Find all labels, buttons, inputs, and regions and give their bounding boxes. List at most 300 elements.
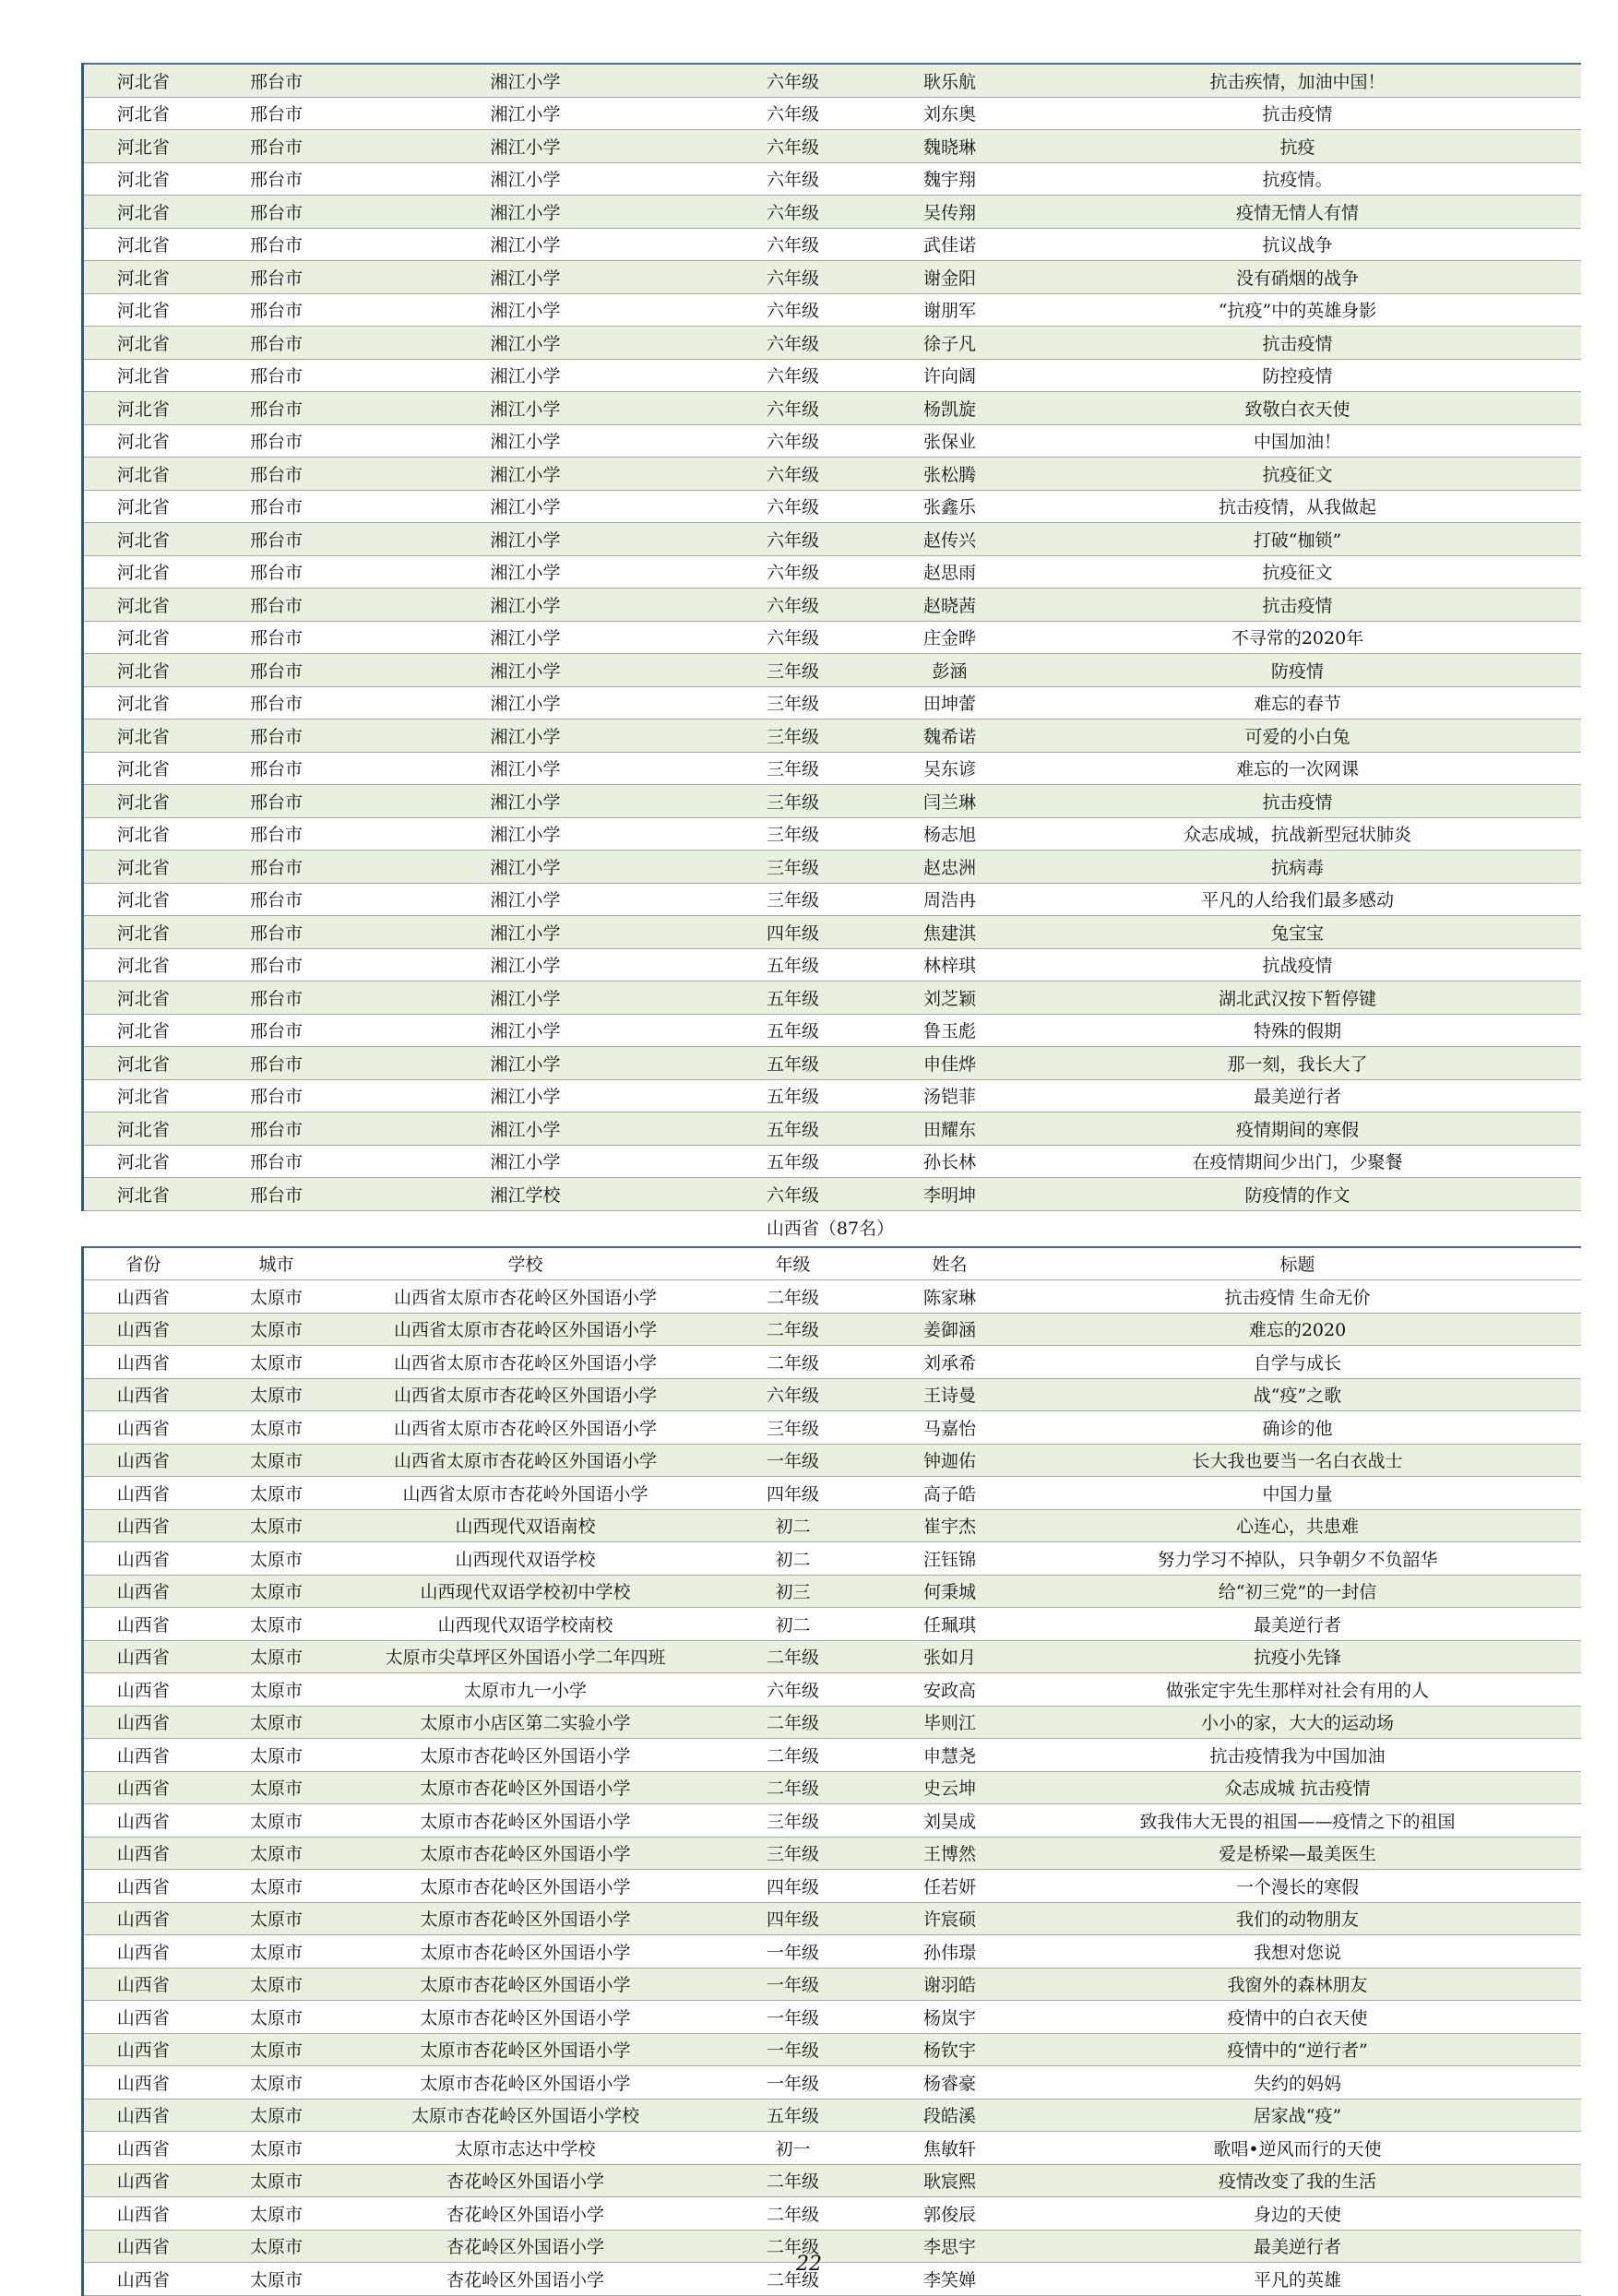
essay-title-cell: 平凡的英雄 (1253, 2269, 1341, 2290)
essay-title-cell: 防疫情 (1270, 660, 1324, 682)
grade-cell: 一年级 (766, 1451, 819, 1472)
essay-title-cell: 我想对您说 (1253, 1942, 1341, 1963)
province-cell: 山西省 (83, 1804, 203, 1838)
city-cell: 邢台市 (249, 366, 303, 387)
school-cell: 太原市杏花岭区外国语小学 (420, 1811, 631, 1832)
table-row (83, 130, 1581, 163)
table-row (83, 2001, 1581, 2034)
table-row (83, 1837, 1581, 1870)
province-cell: 山西省 (83, 2066, 203, 2100)
province-cell: 河北省 (83, 228, 203, 261)
table-row (83, 1739, 1581, 1772)
student-name-cell: 汤铠菲 (922, 1087, 976, 1108)
table-row (83, 1804, 1581, 1838)
header-title: 标题 (1279, 1255, 1315, 1276)
school-cell: 湘江小学 (490, 497, 561, 518)
student-name-cell: 任若妍 (922, 1876, 976, 1897)
table-row (83, 851, 1581, 884)
essay-title-cell: 抗疫 (1279, 137, 1315, 158)
school-cell: 山西现代双语学校南校 (437, 1614, 613, 1636)
province-cell: 河北省 (83, 686, 203, 720)
essay-title-cell: 歌唱•逆风而行的天使 (1213, 2138, 1382, 2159)
city-cell: 太原市 (249, 1451, 303, 1472)
student-name-cell: 赵忠洲 (922, 857, 976, 878)
grade-cell: 四年级 (766, 1909, 819, 1931)
student-name-cell: 王博然 (922, 1844, 976, 1865)
essay-title-cell: 打破“枷锁” (1253, 529, 1342, 551)
table-row (83, 2099, 1581, 2132)
grade-cell: 六年级 (766, 1680, 819, 1701)
grade-cell: 初二 (775, 1517, 811, 1538)
essay-title-cell: 做张定宇先生那样对社会有用的人 (1165, 1680, 1429, 1701)
city-cell: 邢台市 (249, 170, 303, 191)
student-name-cell: 田坤蕾 (922, 694, 976, 715)
table-row (83, 686, 1581, 720)
table-row (83, 293, 1581, 327)
school-cell: 杏花岭区外国语小学 (446, 2171, 604, 2193)
essay-title-cell: 心连心，共患难 (1235, 1517, 1359, 1538)
school-cell: 太原市九一小学 (463, 1680, 587, 1701)
student-name-cell: 申慧尧 (922, 1745, 976, 1767)
grade-cell: 五年级 (766, 1087, 819, 1108)
province-cell: 河北省 (83, 261, 203, 294)
school-cell: 湘江小学 (490, 956, 561, 977)
grade-cell: 三年级 (766, 857, 819, 878)
table-row (83, 64, 1581, 97)
table-row (83, 981, 1581, 1015)
province-cell: 河北省 (83, 589, 203, 622)
school-cell: 山西现代双语学校 (455, 1549, 596, 1570)
city-cell: 邢台市 (249, 694, 303, 715)
city-cell: 邢台市 (249, 1087, 303, 1108)
table-row (83, 458, 1581, 491)
city-cell: 太原市 (249, 1483, 303, 1505)
city-cell: 邢台市 (249, 137, 303, 158)
table-row (83, 1378, 1581, 1411)
table-row (83, 97, 1581, 130)
city-cell: 邢台市 (249, 857, 303, 878)
province-cell: 山西省 (83, 2263, 203, 2296)
grade-cell: 五年级 (766, 1021, 819, 1042)
province-cell: 河北省 (83, 523, 203, 556)
hebei-table-body (83, 64, 1581, 1210)
school-cell: 湘江小学 (490, 235, 561, 256)
school-cell: 太原市杏花岭区外国语小学校 (410, 2106, 639, 2127)
essay-title-cell: 兔宝宝 (1270, 922, 1324, 944)
province-cell: 山西省 (83, 1346, 203, 1379)
province-cell: 河北省 (83, 359, 203, 392)
essay-title-cell: 那一刻，我长大了 (1227, 1053, 1368, 1075)
student-name-cell: 焦建淇 (922, 922, 976, 944)
city-cell: 太原市 (249, 2007, 303, 2028)
city-cell: 邢台市 (249, 628, 303, 649)
grade-cell: 初二 (775, 1614, 811, 1636)
section-title-shanxi: 山西省（87名） (766, 1218, 895, 1239)
essay-title-cell: 疫情期间的寒假 (1235, 1119, 1359, 1140)
school-cell: 杏花岭区外国语小学 (446, 2269, 604, 2290)
city-cell: 太原市 (249, 1614, 303, 1636)
grade-cell: 五年级 (766, 1152, 819, 1173)
province-cell: 河北省 (83, 555, 203, 589)
student-name-cell: 刘芝颖 (922, 988, 976, 1009)
city-cell: 太原市 (249, 1680, 303, 1701)
city-cell: 邢台市 (249, 988, 303, 1009)
essay-title-cell: 众志成城 抗击疫情 (1224, 1779, 1371, 1800)
table-row (83, 555, 1581, 589)
grade-cell: 三年级 (766, 660, 819, 682)
school-cell: 太原市杏花岭区外国语小学 (420, 1942, 631, 1963)
student-name-cell: 谢朋军 (922, 301, 976, 322)
city-cell: 太原市 (249, 1352, 303, 1374)
school-cell: 湘江小学 (490, 104, 561, 125)
essay-title-cell: 在疫情期间少出门，少聚餐 (1192, 1152, 1403, 1173)
grade-cell: 四年级 (766, 1876, 819, 1897)
student-name-cell: 崔宇杰 (922, 1517, 976, 1538)
grade-cell: 二年级 (766, 1648, 819, 1669)
grade-cell: 二年级 (766, 1320, 819, 1341)
grade-cell: 六年级 (766, 595, 819, 616)
city-cell: 邢台市 (249, 71, 303, 92)
essay-title-cell: 爱是桥梁—最美医生 (1218, 1844, 1376, 1865)
shanxi-table (81, 1246, 1581, 2296)
school-cell: 湘江小学 (490, 825, 561, 846)
grade-cell: 六年级 (766, 333, 819, 354)
province-cell: 山西省 (83, 1542, 203, 1576)
table-row (83, 2197, 1581, 2231)
province-cell: 山西省 (83, 1640, 203, 1673)
table-row (83, 752, 1581, 785)
table-row (83, 1902, 1581, 1935)
table-row (83, 196, 1581, 229)
school-cell: 太原市杏花岭区外国语小学 (420, 1909, 631, 1931)
essay-title-cell: 自学与成长 (1253, 1352, 1341, 1374)
student-name-cell: 谢金阳 (922, 268, 976, 289)
school-cell: 山西省太原市杏花岭区外国语小学 (393, 1352, 657, 1374)
grade-cell: 六年级 (766, 529, 819, 551)
essay-title-cell: 抗击疫情 (1262, 333, 1333, 354)
header-city: 城市 (258, 1255, 294, 1276)
table-row (83, 1640, 1581, 1673)
student-name-cell: 杨岚宇 (922, 2007, 976, 2028)
grade-cell: 六年级 (766, 366, 819, 387)
city-cell: 邢台市 (249, 726, 303, 747)
grade-cell: 一年级 (766, 2073, 819, 2094)
table-row (83, 1935, 1581, 1969)
school-cell: 湘江小学 (490, 137, 561, 158)
student-name-cell: 武佳诺 (922, 235, 976, 256)
student-name-cell: 林梓琪 (922, 956, 976, 977)
school-cell: 山西现代双语南校 (455, 1517, 596, 1538)
province-cell: 山西省 (83, 1608, 203, 1641)
grade-cell: 三年级 (766, 825, 819, 846)
student-name-cell: 杨凯旋 (922, 399, 976, 420)
essay-title-cell: 最美逆行者 (1253, 1087, 1341, 1108)
essay-title-cell: 我们的动物朋友 (1235, 1909, 1359, 1931)
city-cell: 邢台市 (249, 202, 303, 223)
grade-cell: 初二 (775, 1549, 811, 1570)
essay-title-cell: 抗击疫情，从我做起 (1218, 497, 1376, 518)
grade-cell: 二年级 (766, 1745, 819, 1767)
school-cell: 湘江小学 (490, 791, 561, 813)
table-row (83, 1608, 1581, 1641)
grade-cell: 四年级 (766, 1483, 819, 1505)
school-cell: 太原市小店区第二实验小学 (420, 1713, 631, 1734)
student-name-cell: 焦敏轩 (922, 2138, 976, 2159)
city-cell: 邢台市 (249, 497, 303, 518)
province-cell: 山西省 (83, 1575, 203, 1608)
school-cell: 湘江小学 (490, 694, 561, 715)
province-cell: 河北省 (83, 720, 203, 753)
city-cell: 邢台市 (249, 333, 303, 354)
student-name-cell: 马嘉怡 (922, 1418, 976, 1439)
essay-title-cell: 给“初三党”的一封信 (1218, 1582, 1377, 1603)
city-cell: 太原市 (249, 1582, 303, 1603)
student-name-cell: 彭涵 (932, 660, 968, 682)
grade-cell: 三年级 (766, 791, 819, 813)
school-cell: 湘江小学 (490, 1119, 561, 1140)
school-cell: 湘江小学 (490, 726, 561, 747)
table-row (83, 1079, 1581, 1112)
city-cell: 邢台市 (249, 464, 303, 485)
grade-cell: 六年级 (766, 235, 819, 256)
essay-title-cell: 身边的天使 (1253, 2204, 1341, 2225)
essay-title-cell: 最美逆行者 (1253, 2237, 1341, 2258)
student-name-cell: 何秉城 (922, 1582, 976, 1603)
province-cell: 山西省 (83, 1509, 203, 1542)
province-cell: 河北省 (83, 883, 203, 916)
table-row (83, 1870, 1581, 1903)
table-row (83, 2132, 1581, 2165)
city-cell: 太原市 (249, 1975, 303, 1996)
table-row (83, 1112, 1581, 1146)
header-grade: 年级 (775, 1255, 811, 1276)
province-cell: 河北省 (83, 1112, 203, 1146)
grade-cell: 五年级 (766, 988, 819, 1009)
city-cell: 邢台市 (249, 1021, 303, 1042)
school-cell: 太原市杏花岭区外国语小学 (420, 1779, 631, 1800)
school-cell: 山西省太原市杏花岭区外国语小学 (393, 1287, 657, 1308)
table-row (83, 1509, 1581, 1542)
city-cell: 太原市 (249, 1811, 303, 1832)
student-name-cell: 李明坤 (922, 1184, 976, 1206)
student-name-cell: 王诗曼 (922, 1386, 976, 1407)
essay-title-cell: 可爱的小白兔 (1244, 726, 1350, 747)
school-cell: 太原市杏花岭区外国语小学 (420, 1876, 631, 1897)
grade-cell: 五年级 (766, 1119, 819, 1140)
school-cell: 太原市杏花岭区外国语小学 (420, 1975, 631, 1996)
essay-title-cell: 疫情改变了我的生活 (1218, 2171, 1376, 2193)
student-name-cell: 闫兰琳 (922, 791, 976, 813)
student-name-cell: 高子皓 (922, 1483, 976, 1505)
province-cell: 山西省 (83, 1280, 203, 1314)
essay-title-cell: 长大我也要当一名白衣战士 (1192, 1451, 1403, 1472)
table-row (83, 392, 1581, 425)
city-cell: 太原市 (249, 1942, 303, 1963)
school-cell: 山西省太原市杏花岭区外国语小学 (393, 1386, 657, 1407)
school-cell: 湘江小学 (490, 988, 561, 1009)
student-name-cell: 魏晓琳 (922, 137, 976, 158)
document-page (81, 63, 1579, 2296)
essay-title-cell: 最美逆行者 (1253, 1614, 1341, 1636)
city-cell: 太原市 (249, 2073, 303, 2094)
table-row (83, 424, 1581, 458)
province-cell: 河北省 (83, 1079, 203, 1112)
table-row (83, 228, 1581, 261)
province-cell: 河北省 (83, 621, 203, 654)
table-row (83, 1771, 1581, 1804)
school-cell: 湘江小学 (490, 660, 561, 682)
province-cell: 山西省 (83, 2099, 203, 2132)
essay-title-cell: 难忘的2020 (1248, 1320, 1347, 1341)
school-cell: 湘江小学 (490, 922, 561, 944)
province-cell: 山西省 (83, 1378, 203, 1411)
essay-title-cell: 抗击疫情我为中国加油 (1209, 1745, 1386, 1767)
essay-title-cell: 一个漫长的寒假 (1235, 1876, 1359, 1897)
table-row (83, 359, 1581, 392)
student-name-cell: 周浩冉 (922, 890, 976, 911)
table-row (83, 1575, 1581, 1608)
student-name-cell: 姜御涵 (922, 1320, 976, 1341)
essay-title-cell: 平凡的人给我们最多感动 (1200, 890, 1394, 911)
table-row (83, 2033, 1581, 2066)
essay-title-cell: 失约的妈妈 (1253, 2073, 1341, 2094)
grade-cell: 五年级 (766, 956, 819, 977)
school-cell: 湘江小学 (490, 202, 561, 223)
table-row (83, 1280, 1581, 1314)
school-cell: 湘江小学 (490, 628, 561, 649)
essay-title-cell: 疫情中的白衣天使 (1227, 2007, 1368, 2028)
province-cell: 河北省 (83, 458, 203, 491)
city-cell: 太原市 (249, 2237, 303, 2258)
student-name-cell: 李笑婵 (922, 2269, 976, 2290)
essay-title-cell: 疫情中的“逆行者” (1227, 2040, 1368, 2062)
table-row (83, 1706, 1581, 1739)
grade-cell: 二年级 (766, 1779, 819, 1800)
student-name-cell: 徐子凡 (922, 333, 976, 354)
essay-title-cell: 抗疫征文 (1262, 563, 1333, 584)
essay-title-cell: 防控疫情 (1262, 366, 1333, 387)
student-name-cell: 吴东谚 (922, 759, 976, 780)
grade-cell: 六年级 (766, 137, 819, 158)
student-name-cell: 耿乐航 (922, 71, 976, 92)
school-cell: 太原市杏花岭区外国语小学 (420, 2073, 631, 2094)
school-cell: 山西省太原市杏花岭区外国语小学 (393, 1451, 657, 1472)
school-cell: 杏花岭区外国语小学 (446, 2237, 604, 2258)
school-cell: 湘江小学 (490, 366, 561, 387)
city-cell: 邢台市 (249, 235, 303, 256)
table-row (83, 490, 1581, 523)
province-cell: 山西省 (83, 2197, 203, 2231)
table-row (83, 916, 1581, 949)
city-cell: 太原市 (249, 2204, 303, 2225)
province-cell: 山西省 (83, 1968, 203, 2001)
province-cell: 河北省 (83, 64, 203, 97)
school-cell: 山西省太原市杏花岭区外国语小学 (393, 1320, 657, 1341)
grade-cell: 一年级 (766, 2007, 819, 2028)
essay-title-cell: 抗疫情。 (1262, 170, 1333, 191)
city-cell: 邢台市 (249, 759, 303, 780)
city-cell: 邢台市 (249, 825, 303, 846)
student-name-cell: 魏希诺 (922, 726, 976, 747)
city-cell: 邢台市 (249, 268, 303, 289)
province-cell: 山西省 (83, 1837, 203, 1870)
school-cell: 太原市杏花岭区外国语小学 (420, 2040, 631, 2062)
student-name-cell: 郭俊辰 (922, 2204, 976, 2225)
province-cell: 河北省 (83, 785, 203, 818)
grade-cell: 二年级 (766, 1352, 819, 1374)
province-cell: 山西省 (83, 1411, 203, 1445)
table-row (83, 1477, 1581, 1510)
student-name-cell: 李思宇 (922, 2237, 976, 2258)
province-cell: 河北省 (83, 424, 203, 458)
student-name-cell: 史云坤 (922, 1779, 976, 1800)
essay-title-cell: 众志成城，抗战新型冠状肺炎 (1183, 825, 1411, 846)
city-cell: 太原市 (249, 1876, 303, 1897)
province-cell: 山西省 (83, 2033, 203, 2066)
table-row (83, 1673, 1581, 1707)
city-cell: 邢台市 (249, 1184, 303, 1206)
essay-title-cell: 居家战“疫” (1253, 2106, 1342, 2127)
header-name: 姓名 (932, 1255, 968, 1276)
student-name-cell: 许宸硕 (922, 1909, 976, 1931)
essay-title-cell: “抗疫”中的英雄身影 (1218, 301, 1377, 322)
table-row (83, 1145, 1581, 1178)
grade-cell: 五年级 (766, 2106, 819, 2127)
table-row (83, 327, 1581, 360)
city-cell: 太原市 (249, 1517, 303, 1538)
table-row (83, 1047, 1581, 1080)
student-name-cell: 张保业 (922, 432, 976, 453)
grade-cell: 一年级 (766, 2040, 819, 2062)
grade-cell: 初三 (775, 1582, 811, 1603)
city-cell: 邢台市 (249, 890, 303, 911)
province-cell: 山西省 (83, 1444, 203, 1477)
table-row (83, 2164, 1581, 2197)
student-name-cell: 陈家琳 (922, 1287, 976, 1308)
school-cell: 湘江小学 (490, 857, 561, 878)
school-cell: 湘江小学 (490, 529, 561, 551)
table-row (83, 1542, 1581, 1576)
province-cell: 河北省 (83, 654, 203, 687)
province-cell: 山西省 (83, 1313, 203, 1346)
school-cell: 太原市志达中学校 (455, 2138, 596, 2159)
header-school: 学校 (507, 1255, 543, 1276)
city-cell: 邢台市 (249, 399, 303, 420)
student-name-cell: 钟迦佑 (922, 1451, 976, 1472)
student-name-cell: 谢羽皓 (922, 1975, 976, 1996)
province-cell: 山西省 (83, 2230, 203, 2263)
school-cell: 山西现代双语学校初中学校 (420, 1582, 631, 1603)
grade-cell: 三年级 (766, 1844, 819, 1865)
grade-cell: 二年级 (766, 2237, 819, 2258)
grade-cell: 一年级 (766, 1975, 819, 1996)
page-number: 22 (796, 2253, 822, 2276)
table-row (83, 785, 1581, 818)
city-cell: 太原市 (249, 2138, 303, 2159)
city-cell: 太原市 (249, 1287, 303, 1308)
school-cell: 湘江小学 (490, 301, 561, 322)
city-cell: 邢台市 (249, 791, 303, 813)
essay-title-cell: 致我伟大无畏的祖国——疫情之下的祖国 (1139, 1811, 1456, 1832)
essay-title-cell: 战“疫”之歌 (1253, 1386, 1342, 1407)
essay-title-cell: 抗议战争 (1262, 235, 1333, 256)
student-name-cell: 刘承希 (922, 1352, 976, 1374)
table-row (83, 621, 1581, 654)
school-cell: 湘江小学 (490, 268, 561, 289)
student-name-cell: 刘昊成 (922, 1811, 976, 1832)
table-row (83, 2066, 1581, 2100)
essay-title-cell: 抗击疫情 (1262, 104, 1333, 125)
